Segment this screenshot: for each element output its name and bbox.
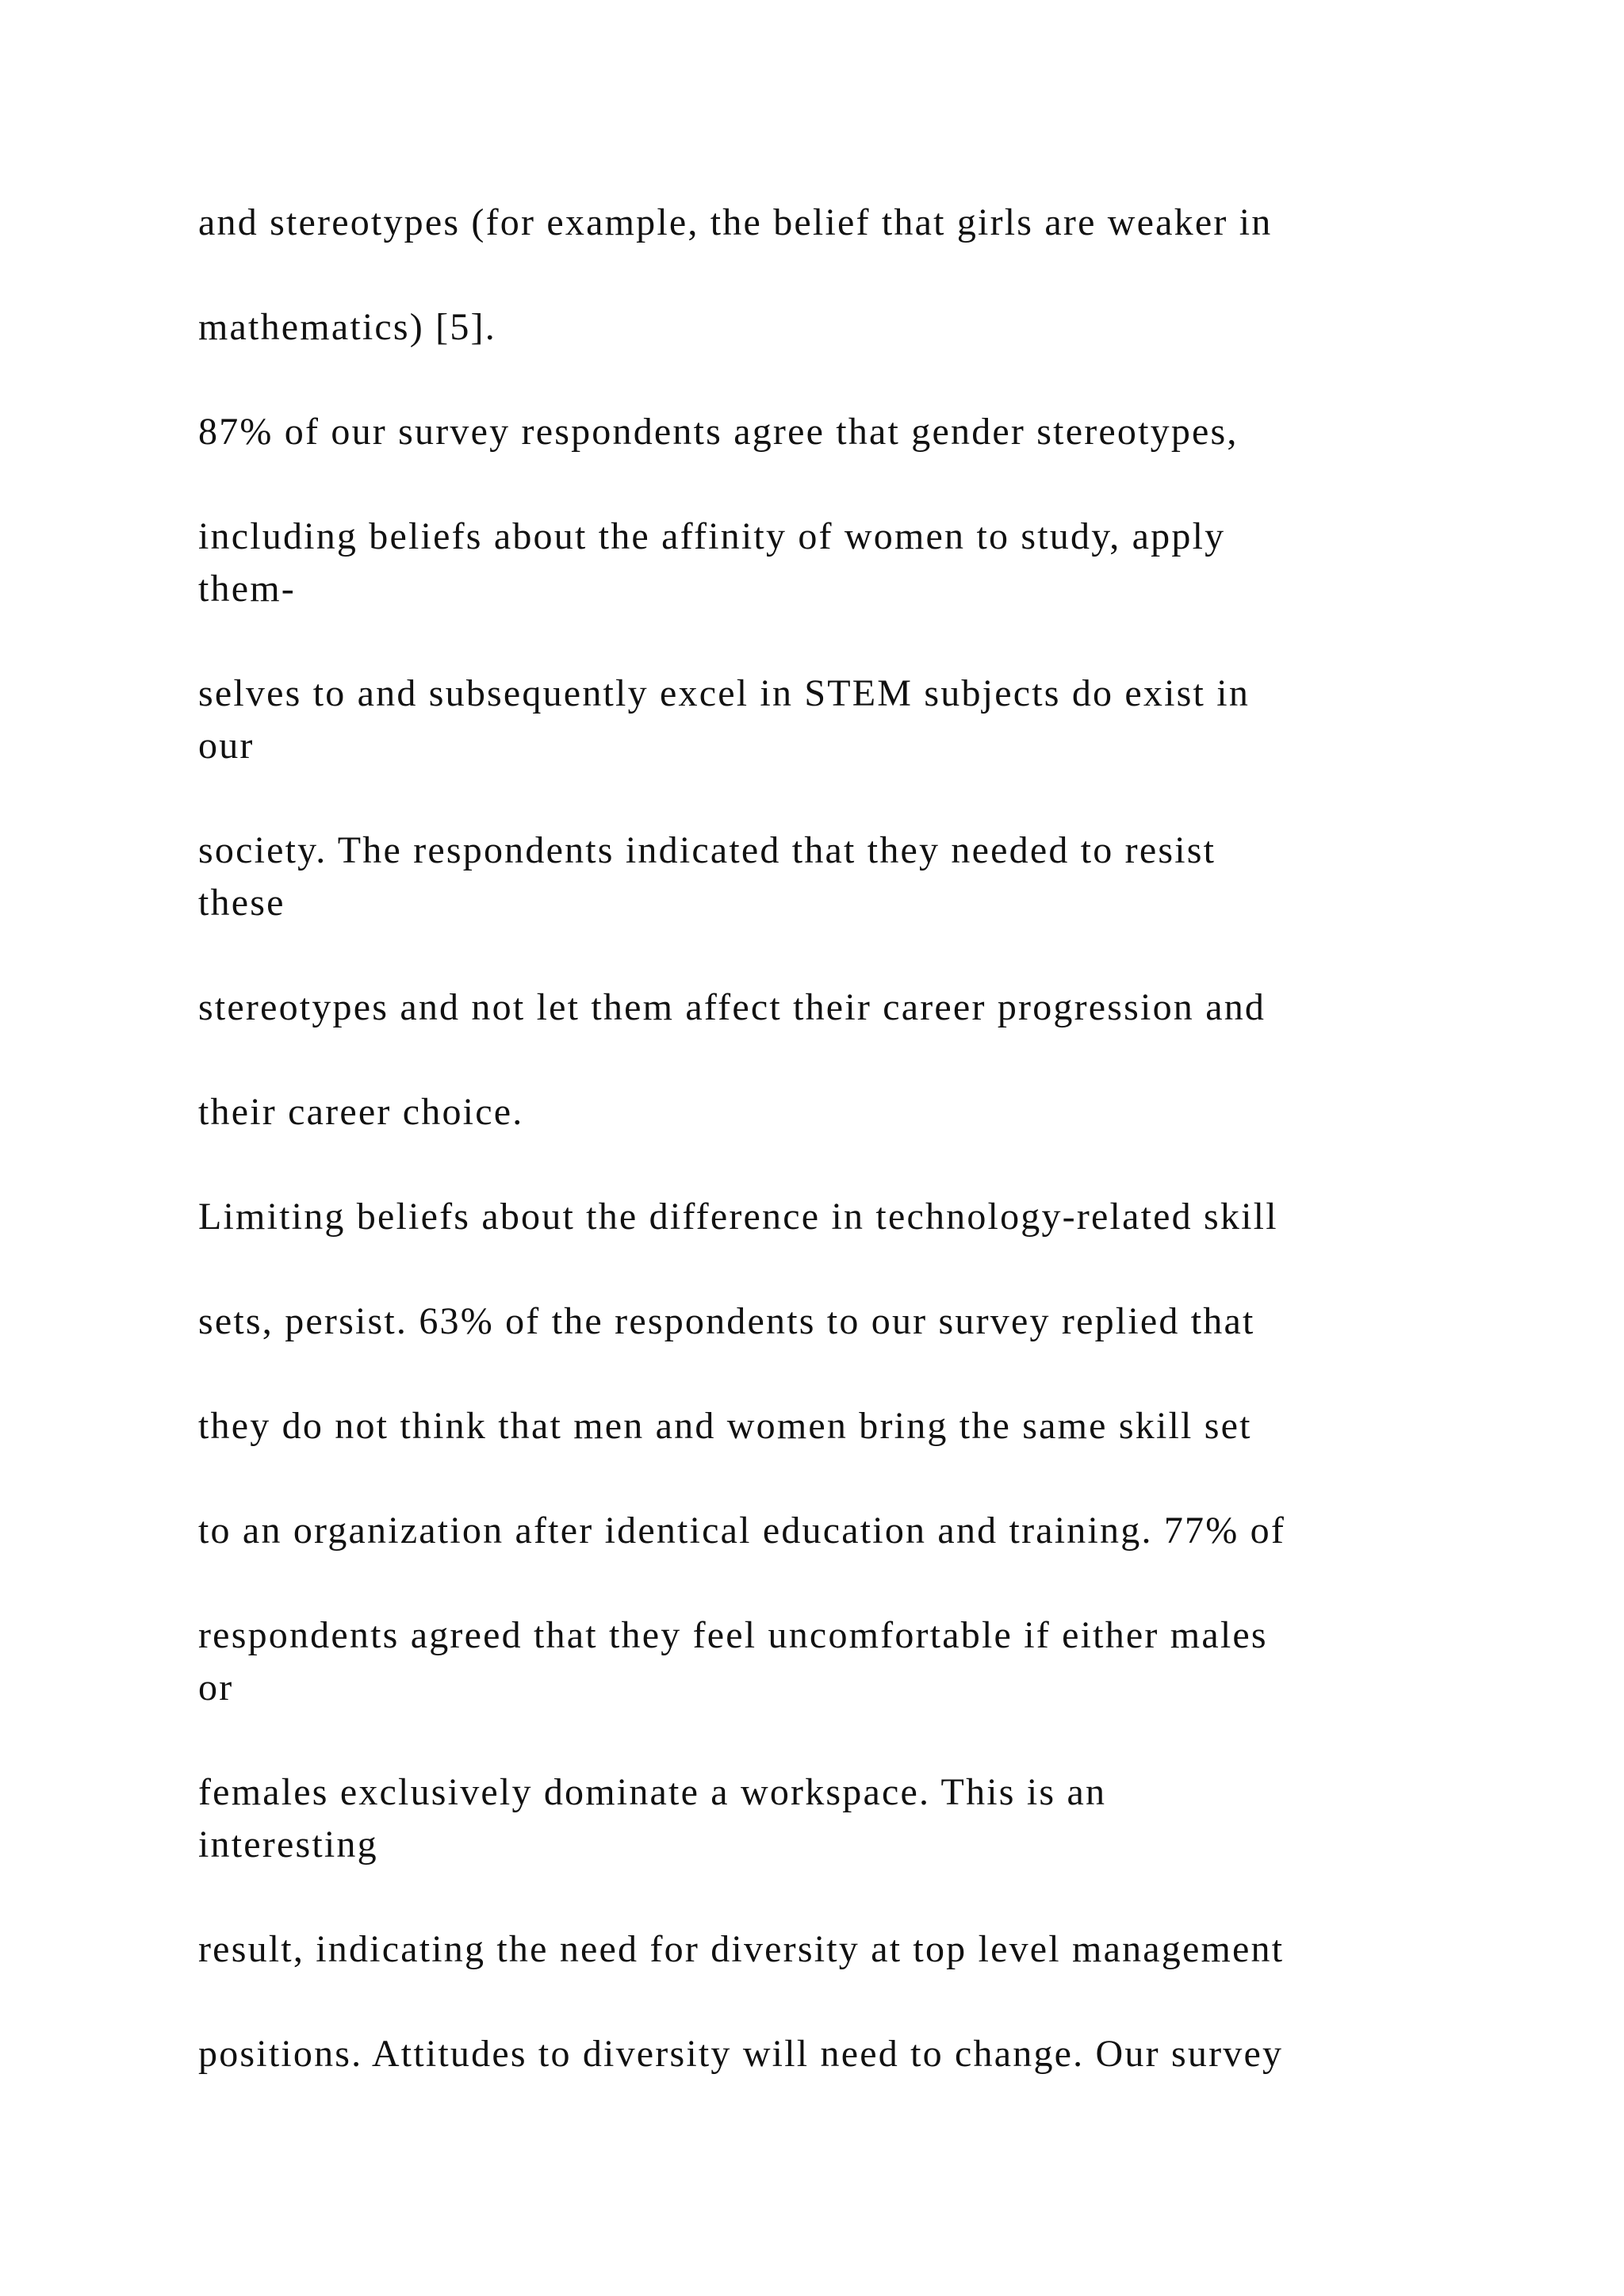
- text-line: our: [198, 725, 255, 767]
- text-line: including beliefs about the affinity of women to study, apply: [198, 515, 1226, 557]
- text-line: stereotypes and not let them affect their career progression and: [198, 986, 1266, 1028]
- text-line: them-: [198, 568, 296, 610]
- text-line: females exclusively dominate a workspace. This is an: [198, 1771, 1107, 1813]
- text-line: selves to and subsequently excel in STEM subjects do exist in: [198, 672, 1251, 714]
- text-line: Limiting beliefs about the difference in technology-related skill: [198, 1196, 1278, 1238]
- text-line: to an organization after identical education and training. 77% of: [198, 1510, 1286, 1552]
- text-line: respondents agreed that they feel uncomfortable if either males: [198, 1614, 1268, 1656]
- text-line: interesting: [198, 1823, 378, 1866]
- text-line: sets, persist. 63% of the respondents to our survey replied that: [198, 1300, 1255, 1342]
- text-line: these: [198, 882, 285, 924]
- text-line: and stereotypes (for example, the belief that girls are weaker in: [198, 201, 1273, 243]
- text-line: or: [198, 1667, 234, 1709]
- text-line: mathematics) [5].: [198, 306, 496, 348]
- text-line: their career choice.: [198, 1091, 524, 1133]
- text-line: they do not think that men and women bring the same skill set: [198, 1405, 1252, 1447]
- text-line: result, indicating the need for diversity at top level management: [198, 1928, 1285, 1970]
- text-line: 87% of our survey respondents agree that gender stereotypes,: [198, 411, 1239, 453]
- text-line: society. The respondents indicated that they needed to resist: [198, 829, 1216, 871]
- text-line: positions. Attitudes to diversity will need to change. Our survey: [198, 2033, 1284, 2075]
